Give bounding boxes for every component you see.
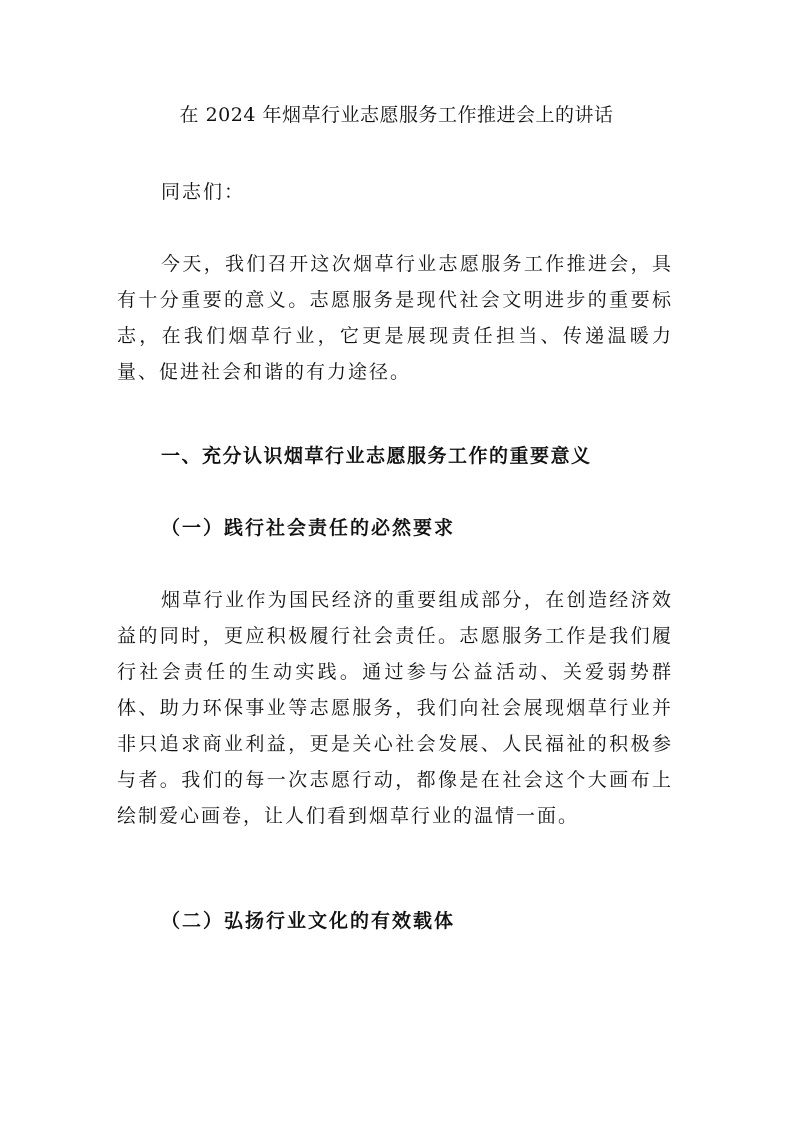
subsection-1-paragraph: 烟草行业作为国民经济的重要组成部分，在创造经济效益的同时，更应积极履行社会责任。志愿服务工作是我们履行社会责任的生动实践。通过参与公益活动、关爱弱势群体、助力环保事业等志愿服务，我们向社会展现烟草行业并非只追求商业利益，更是关心社会发展、人民福祉的积极参与者。我们的每一次志愿行动，都像是在社会这个大画布上绘制爱心画卷，让人们看到烟草行业的温情一面。 (117, 589, 673, 827)
subsection-heading-2: （二）弘扬行业文化的有效载体 (161, 910, 456, 932)
document-title: 在 2024 年烟草行业志愿服务工作推进会上的讲话 (179, 104, 614, 126)
subsection-heading-1: （一）践行社会责任的必然要求 (161, 517, 456, 539)
greeting: 同志们： (161, 181, 246, 203)
section-heading-1: 一、充分认识烟草行业志愿服务工作的重要意义 (161, 445, 592, 467)
intro-paragraph: 今天，我们召开这次烟草行业志愿服务工作推进会，具有十分重要的意义。志愿服务是现代社会文明进步的重要标志，在我们烟草行业，它更是展现责任担当、传递温暖力量、促进社会和谐的有力途径。 (117, 253, 673, 383)
